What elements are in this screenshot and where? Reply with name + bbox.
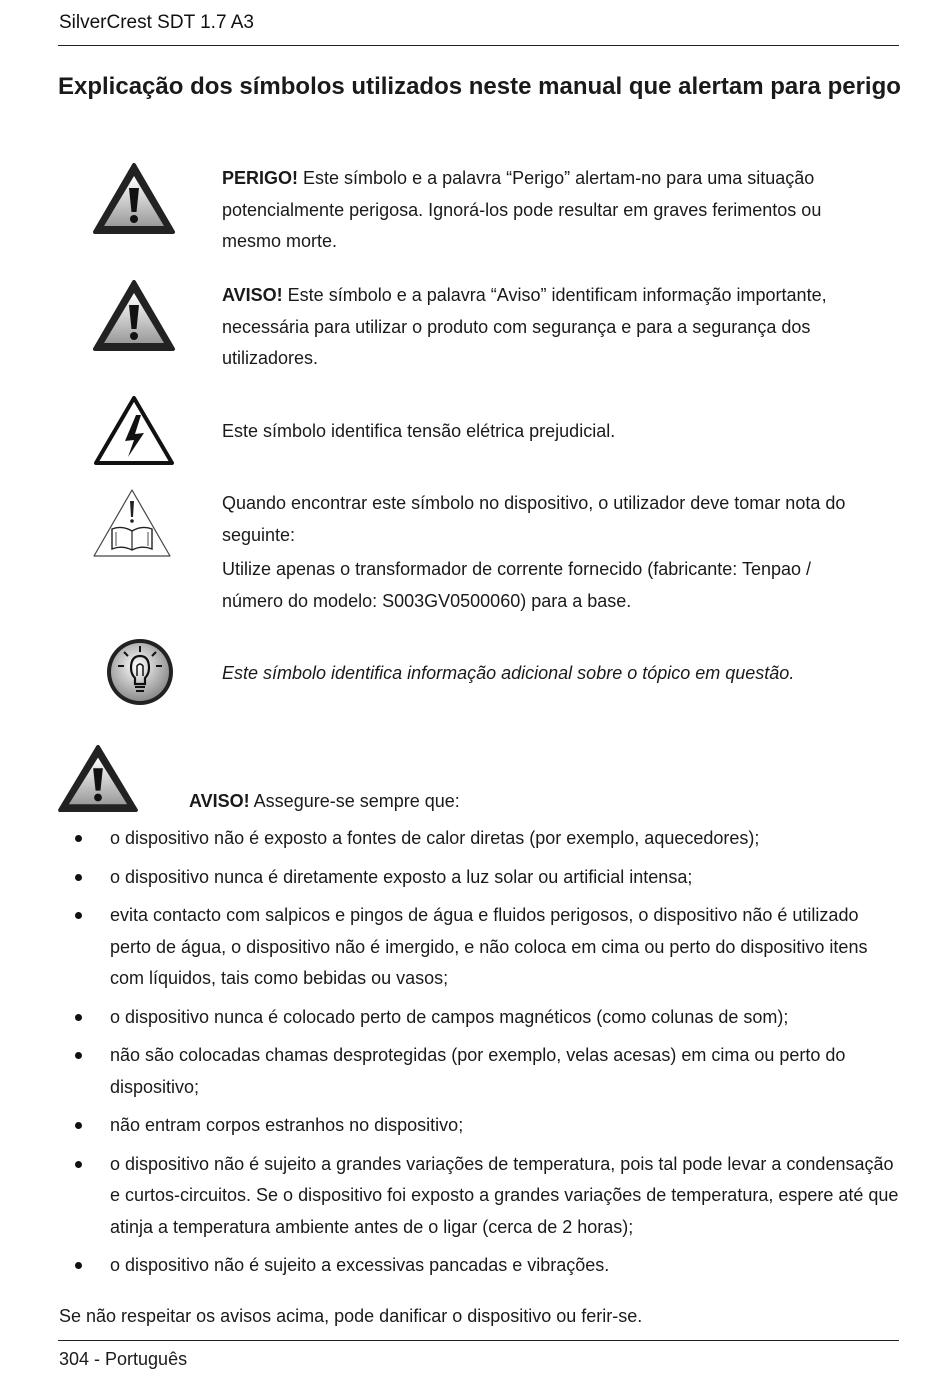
list-item [0,1002,900,1034]
list-item-text: o dispositivo nunca é colocado perto de campos magnéticos (como colunas de som); [110,1006,789,1027]
list-item [0,1040,900,1103]
list-item-text: o dispositivo não é exposto a fontes de calor diretas (por exemplo, aquecedores); [110,828,760,848]
bullet-icon [75,912,82,919]
warning-intro-text: Assegure-se sempre que: [249,791,460,811]
symbol-desc-manual-1: Quando encontrar este símbolo no dispositivo, o utilizador deve tomar nota do seguinte: [222,493,846,545]
list-item-text: o dispositivo não é sujeito a excessivas pancadas e vibrações. [110,1255,610,1275]
list-item-text: o dispositivo nunca é diretamente exposto a luz solar ou artificial intensa; [110,866,693,887]
list-item-text: não entram corpos estranhos no dispositivo; [110,1115,464,1135]
symbol-text-caution [222,280,877,375]
warning-keyword: AVISO! [189,791,250,811]
lightbulb-info-icon [98,636,182,708]
electric-hazard-icon [92,395,176,467]
symbol-desc-electric: Este símbolo identifica tensão elétrica prejudicial. [222,421,616,441]
list-item [0,862,900,894]
bullet-icon [75,1161,82,1168]
list-item [0,823,900,855]
bullet-icon [75,1262,82,1269]
list-item-text: evita contacto com salpicos e pingos de água e fluidos perigosos, o dispositivo não é utilizado perto de água, o dispositivo não é imergido, e não coloca em cima ou perto do dispositivo itens com líquidos, tais como bebidas ou vasos; [110,905,868,988]
list-item [0,1250,900,1282]
bullet-icon [75,1014,82,1021]
keyword-aviso: AVISO! [222,285,283,305]
warning-list [0,823,950,1289]
symbol-desc-manual-2: Utilize apenas o transformador de corrente fornecido (fabricante: Tenpao / número do modelo: S003GV0500060) para a base. [222,559,811,611]
symbol-text-danger [222,163,877,258]
list-item [0,900,900,995]
warning-triangle-icon [57,744,139,814]
symbol-desc-info: Este símbolo identifica informação adicional sobre o tópico em questão. [222,663,795,683]
warning-intro [189,787,460,815]
bullet-icon [75,874,82,881]
bullet-icon [75,1052,82,1059]
caution-warning-triangle-icon [92,279,176,353]
page-header-title: SilverCrest SDT 1.7 A3 [59,12,255,33]
list-item-text: o dispositivo não é sujeito a grandes variações de temperatura, pois tal pode levar a condensação e curtos-circuitos. Se o dispositivo foi exposto a grandes variações de temperatura, espere até que atinja a temperatura ambiente antes de o ligar (cerca de 2 horas); [110,1153,899,1237]
list-item [0,1110,900,1142]
danger-warning-triangle-icon [92,162,176,236]
symbol-text-manual [222,488,877,617]
read-manual-warning-icon [92,487,176,559]
symbol-desc-caution: Este símbolo e a palavra “Aviso” identificam informação importante, necessária para utilizar o produto com segurança e para a segurança dos utilizadores. [222,285,827,368]
bullet-icon [75,1122,82,1129]
page-footer: 304 - Português [59,1349,188,1369]
list-item-text: não são colocadas chamas desprotegidas (por exemplo, velas acesas) em cima ou perto do dispositivo; [110,1045,846,1097]
list-item [0,1149,900,1244]
closing-note: Se não respeitar os avisos acima, pode danificar o dispositivo ou ferir-se. [59,1306,643,1326]
bullet-icon [75,835,82,842]
keyword-perigo: PERIGO! [222,168,299,188]
section-heading: Explicação dos símbolos utilizados neste manual que alertam para perigo [58,73,901,100]
footer-rule [58,1340,899,1341]
header-rule [58,45,899,46]
symbol-desc-danger: Este símbolo e a palavra “Perigo” alertam-no para uma situação potencialmente perigosa. Ignorá-los pode resultar em graves ferimentos ou mesmo morte. [222,168,822,251]
